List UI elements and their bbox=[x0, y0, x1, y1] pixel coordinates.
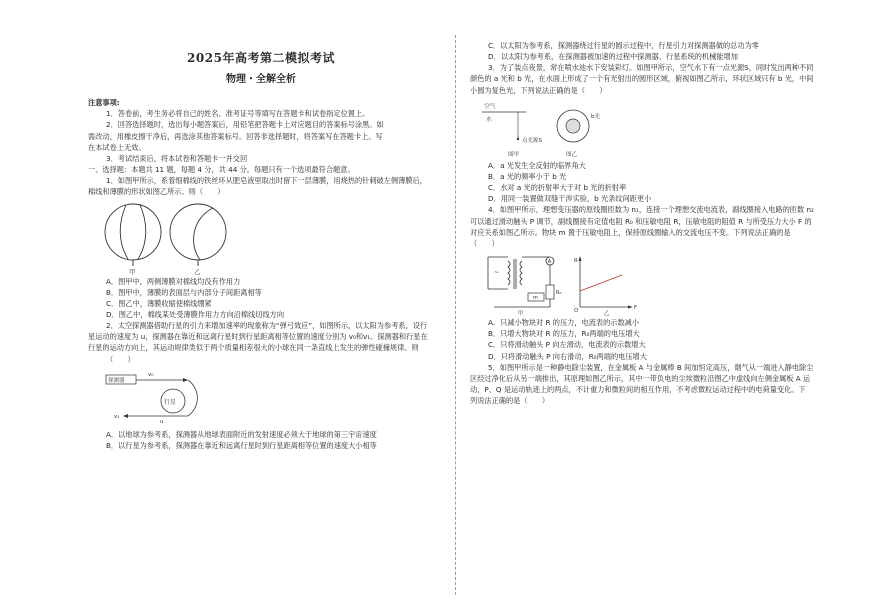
question-1-text: 棉线和薄膜的形状如图乙所示。则（ ） bbox=[88, 187, 225, 197]
question-2-figure bbox=[88, 365, 434, 429]
question-1-text: 1．如图甲所示，系着细棉线的铁丝环从肥皂液里取出时留下一层薄膜，用烧热的针刺破左侧薄膜后， bbox=[106, 176, 427, 186]
question-2-text: 星运动的速度为 u，探测器在靠近和远离行星时到行星距离相等位置的速度分别为 v₀和v₁。探测器和行星在 bbox=[88, 332, 428, 342]
option-item: D．只将滑动触头 P 向右滑动，R₀两端的电压增大 bbox=[488, 351, 647, 361]
option-item: B．a 光的频率小于 b 光 bbox=[488, 171, 567, 181]
question-4-text: （ ） bbox=[470, 238, 499, 248]
slingshot-figure bbox=[88, 365, 434, 429]
option-item: A．a 光发生全反射的临界角大 bbox=[488, 160, 586, 170]
f-axis-label: F bbox=[634, 305, 638, 312]
r0-label: R₀ bbox=[556, 290, 562, 297]
option-item: A．图甲中，两侧薄膜对棉线均没有作用力 bbox=[106, 276, 241, 286]
figure-label-yi: 乙 bbox=[194, 267, 201, 276]
question-4-text: 对应关系如图乙所示。物块 m 置于压敏电阻上，保持原线圈输入的交流电压不变。下列说法正确的是 bbox=[470, 227, 791, 237]
notice-item: 1．答卷前，考生务必将自己的姓名、准考证号等填写在答题卡和试卷指定位置上。 bbox=[106, 109, 370, 119]
right-column bbox=[470, 40, 834, 406]
option-item: C．以太阳为参考系，探测器绕过行星的圆示过程中，行星引力对探测器做的总功为零 bbox=[488, 41, 759, 50]
question-5-text: 动，P、Q 是运动轨迹上的两点，不计重力和微粒间的相互作用，不考虑微粒运动过程中的电荷量变化。下 bbox=[470, 384, 806, 394]
option-item: C．图乙中，薄膜收缩使棉线绷紧 bbox=[106, 298, 212, 308]
water-label: 水 bbox=[486, 116, 492, 123]
option-item: A．只减小物块对 R 的压力，电流表的示数减小 bbox=[488, 318, 640, 328]
question-3-text: 颜色的 a 光和 b 光，在水面上形成了一个有光射出的圆形区域，俯视如图乙所示，环状区域只有 b 光，中间 bbox=[470, 74, 814, 84]
source-label: 点光源S bbox=[522, 137, 542, 144]
u-label: u bbox=[160, 418, 164, 425]
option-item: A．以地球为参考系，探测器从地球表面附近的发射速度必须大于地球的第三宇宙速度 bbox=[106, 429, 377, 439]
fig-jia-label: 甲 bbox=[518, 311, 524, 318]
notice-item: 2．回答选择题时，选出每小题答案后，用铅笔把答题卡上对应题目的答案标号涂黑。如 bbox=[106, 120, 384, 130]
mass-label: m bbox=[533, 295, 538, 302]
air-label: 空气 bbox=[484, 103, 496, 110]
option-item: D．图乙中，棉线某处受薄膜作用力方向沿棉线切线方向 bbox=[106, 309, 285, 319]
r-axis-label: R bbox=[574, 258, 578, 265]
b-light-label: b光 bbox=[591, 113, 600, 120]
v1-label: v₁ bbox=[114, 413, 120, 420]
question-5-text: 列说法正确的是（ ） bbox=[470, 396, 550, 406]
option-item: B．以行星为参考系，探测器在靠近和远离行星时到行星距离相等位置的速度大小相等 bbox=[106, 440, 377, 450]
figure-jia bbox=[105, 204, 161, 266]
fig-yi-label: 图乙 bbox=[566, 151, 578, 158]
fig-jia-label: 图甲 bbox=[508, 151, 520, 158]
v0-label: v₀ bbox=[148, 371, 154, 378]
section-heading: 一、选择题：本题共 11 题，每题 4 分，共 44 分。每题只有一个选项最符合题意。 bbox=[88, 165, 355, 175]
question-4-text: 4．如图甲所示，理想变压器的原线圈匝数为 n₁，连接一个理想交流电流表，副线圈接入电路的匝数 n₂ bbox=[488, 205, 814, 215]
option-item: B．只增大物块对 R 的压力，R₀两端的电压增大 bbox=[488, 329, 640, 339]
light-source-figure bbox=[470, 96, 834, 160]
question-4-text: 可以通过滑动触头 P 调节，副线圈接有定值电阻 R₀ 和压敏电阻 R，压敏电阻的阻值 R 与所受压力大小 F 的 bbox=[470, 216, 812, 226]
notice-heading: 注意事项: bbox=[88, 98, 120, 108]
option-item: D．用同一装置做双缝干涉实验，b 光条纹间距更小 bbox=[488, 194, 652, 204]
ammeter-label: A bbox=[547, 259, 552, 266]
figure-label-jia: 甲 bbox=[129, 267, 136, 276]
fig-yi-label: 乙 bbox=[604, 311, 610, 318]
column-divider bbox=[455, 35, 456, 595]
exam-title: 2025年高考第二模拟考试 bbox=[187, 51, 335, 65]
question-5-text: 区经过净化后从另一端排出，其原理如图乙所示，其中一带负电的尘埃微粒沿图乙中虚线向左侧金属板 A 运 bbox=[470, 373, 811, 383]
notice-item: 需改动，用橡皮擦干净后，再选涂其他答案标号。回答非选择题时，将答案写在答题卡上。写 bbox=[88, 131, 383, 141]
question-2-text: 2．太空探测器借助行星的引力来增加速率的现象称为“弹弓效应”，如图所示，以太阳为参考系，设行 bbox=[106, 321, 428, 331]
notice-item: 在本试卷上无效。 bbox=[88, 142, 146, 152]
circuit-diagram bbox=[488, 257, 561, 317]
option-item: C．水对 a 光的折射率大于对 b 光的折射率 bbox=[488, 183, 627, 193]
planet-label: 行星 bbox=[164, 398, 177, 406]
option-item: B．图甲中，薄膜的表面层与内部分子间距离相等 bbox=[106, 287, 262, 297]
question-2-text: （ ） bbox=[106, 354, 135, 364]
exam-subtitle: 物理・全解全析 bbox=[226, 73, 296, 85]
question-3-figure bbox=[470, 96, 834, 160]
question-3-text: 3．为了装点夜景，常在喷水池水下安装彩灯。如图甲所示，空气水下有一点光源S，同时发出两种不同 bbox=[488, 63, 814, 73]
question-1-figure bbox=[88, 198, 434, 276]
question-2-text: 行星的运动方向上，其运动规律类似于两个质量相差很大的小球在同一条直线上发生的弹性碰撞规律。则 bbox=[88, 343, 419, 353]
probe-label: 探测器 bbox=[108, 377, 125, 384]
notice-item: 3．考试结束后，将本试卷和答题卡一并交回 bbox=[106, 153, 248, 163]
r-f-graph bbox=[574, 256, 637, 317]
left-column bbox=[88, 0, 434, 451]
svg-text:~: ~ bbox=[494, 269, 500, 277]
question-4-figure bbox=[470, 249, 834, 317]
question-5-text: 5．如图甲所示是一种静电除尘装置，在金属板 A 与金属棒 B 间加恒定高压，烟气从一端进入静电除尘 bbox=[488, 362, 814, 372]
question-3-text: 小圆为复色光，下列说法正确的是（ ） bbox=[470, 85, 607, 95]
origin-label: O bbox=[574, 308, 579, 315]
soap-film-figure bbox=[88, 198, 434, 276]
transformer-figure bbox=[470, 249, 834, 317]
option-item: C．只将滑动触头 P 向左滑动，电流表的示数增大 bbox=[488, 340, 646, 350]
figure-yi bbox=[170, 204, 226, 266]
option-item: D．以太阳为参考系，在探测器被加速的过程中探测器、行星系统的机械能增加 bbox=[488, 52, 738, 62]
